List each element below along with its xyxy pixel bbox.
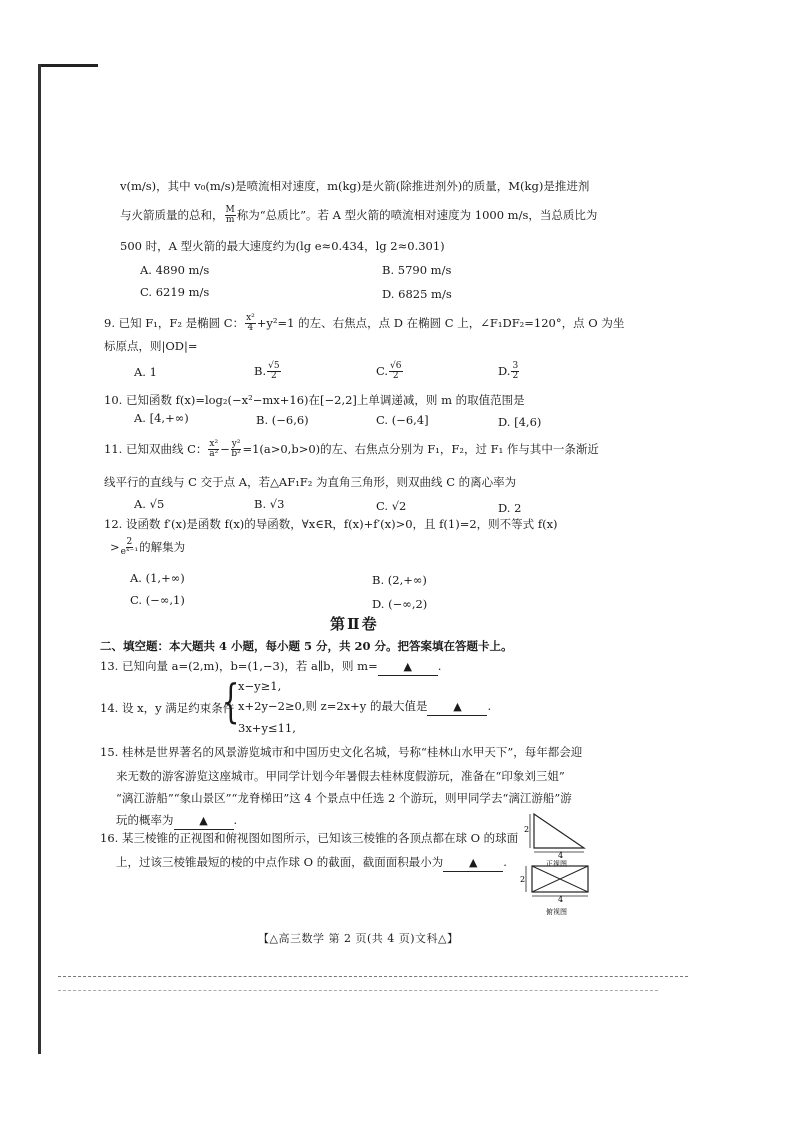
front-view-label: 正视图 [546, 860, 567, 868]
q8-option-b: B. 5790 m/s [382, 263, 452, 277]
q15-line4: 玩的概率为 ▲ . [116, 812, 237, 830]
q8-option-d: D. 6825 m/s [382, 287, 452, 301]
q14-prefix: 14. 设 x，y 满足约束条件 [100, 701, 235, 715]
q9-option-d: D. $\frac{3}{2}$ [498, 361, 519, 382]
constraint-brace: { [221, 674, 240, 728]
q10-option-b: B. (−6,6) [256, 413, 309, 427]
scan-edge-top [38, 64, 98, 67]
q11-line2: 线平行的直线与 C 交于点 A，若△AF₁F₂ 为直角三角形，则双曲线 C 的离心率为 [104, 475, 517, 489]
front-dim-height-label: 2 [524, 825, 530, 834]
q14-constraint-3: 3x+y≤11, [238, 721, 296, 735]
q16-line2: 上，过该三棱锥最短的棱的中点作球 O 的截面，截面面积最小为 ▲ . [116, 854, 507, 872]
q8-line2: 与火箭质量的总和， $\frac{M}{m}$ 称为“总质比”。若 A 型火箭的喷流相对速度为 1000 m/s，当总质比为 [120, 205, 598, 226]
q11-option-d: D. 2 [498, 501, 522, 515]
scan-edge-left [38, 64, 41, 1054]
q9-option-c: C. $\frac{√6}{2}$ [376, 361, 402, 382]
q9-line2: 标原点，则|OD|= [104, 339, 198, 353]
q15-line1: 15. 桂林是世界著名的风景游览城市和中国历史文化名城，号称“桂林山水甲天下”，每年都会迎 [100, 745, 583, 759]
answer-blank-q13: ▲ [378, 659, 438, 676]
q9-option-a: A. 1 [134, 365, 157, 379]
q8-fraction: $\frac{M}{m}$ [225, 205, 235, 226]
front-view-figure [520, 808, 600, 868]
q11-option-a: A. √5 [134, 497, 165, 511]
top-dim-width-label: 4 [558, 895, 564, 904]
q11-option-b: B. √3 [254, 497, 285, 511]
answer-blank-q16: ▲ [443, 855, 503, 872]
front-dim-width-label: 4 [558, 851, 564, 860]
q8-line1: v(m/s)，其中 v₀(m/s)是喷流相对速度，m(kg)是火箭(除推进剂外)的质量，M(kg)是推进剂 [120, 179, 590, 193]
q12-option-b: B. (2,+∞) [372, 573, 427, 587]
top-view-label: 俯视图 [546, 908, 567, 916]
front-view-triangle [534, 814, 584, 848]
cut-line [58, 976, 688, 978]
q12-line2: > $\frac{2}{\text{eˣ⁻¹}}$ 的解集为 [110, 537, 186, 558]
page-footer: 【△高三数学 第 2 页(共 4 页)文科△】 [258, 932, 459, 945]
q9-option-b: B. $\frac{√5}{2}$ [254, 361, 280, 382]
q13: 13. 已知向量 a=(2,m)，b=(1,−3)，若 a∥b，则 m= ▲ . [100, 658, 441, 676]
q9-line1: 9. 已知 F₁，F₂ 是椭圆 C： $\frac{\text{x²}}{4}$ +y²=1 的左、右焦点，点 D 在椭圆 C 上，∠F₁DF₂=120°，点 O 为坐 [104, 313, 625, 334]
q12-option-c: C. (−∞,1) [130, 593, 185, 607]
top-view-figure [516, 862, 606, 918]
q16-line1: 16. 某三棱锥的正视图和俯视图如图所示，已知该三棱锥的各顶点都在球 O 的球面 [100, 831, 519, 845]
q14-constraint-1: x−y≥1, [238, 679, 282, 693]
q11-option-c: C. √2 [376, 499, 407, 513]
q11-line1: 11. 已知双曲线 C： $\frac{\text{x²}}{\text{a²}}$ − $\frac{\text{y²}}{\text{b²}}$ =1(a>0,b>0)的左、右焦点分别为 F₁，F₂，过 F₁ 作与其中一条渐近 [104, 439, 599, 460]
answer-blank-q14: ▲ [427, 699, 487, 716]
q10-line1: 10. 已知函数 f(x)=log₂(−x²−mx+16)在[−2,2]上单调递减，则 m 的取值范围是 [104, 393, 525, 407]
q12-option-a: A. (1,+∞) [130, 571, 185, 585]
q10-option-d: D. [4,6) [498, 415, 542, 429]
q15-line3: “漓江游船”“象山景区”“龙脊梯田”这 4 个景点中任选 2 个游玩，则甲同学去“漓江游船”游 [116, 791, 572, 805]
q8-option-a: A. 4890 m/s [140, 263, 210, 277]
q12-line1: 12. 设函数 f′(x)是函数 f(x)的导函数，∀x∈R，f(x)+f′(x)>0，且 f(1)=2，则不等式 f(x) [104, 517, 558, 531]
top-dim-height-label: 2 [520, 875, 526, 884]
cut-line-faint [58, 990, 658, 992]
fill-in-instruction: 二、填空题：本大题共 4 小题，每小题 5 分，共 20 分。把答案填在答题卡上。 [100, 639, 513, 653]
q10-option-c: C. (−6,4] [376, 413, 429, 427]
q10-option-a: A. [4,+∞) [134, 411, 189, 425]
q14-constraint-2: x+2y−2≥0,则 z=2x+y 的最大值是 ▲ . [238, 698, 491, 716]
answer-blank-q15: ▲ [174, 813, 234, 830]
q12-option-d: D. (−∞,2) [372, 597, 428, 611]
part-two-title: 第Ⅱ卷 [330, 615, 379, 633]
q8-line3: 500 时，A 型火箭的最大速度约为(lg e≈0.434，lg 2≈0.301) [120, 239, 445, 253]
q8-option-c: C. 6219 m/s [140, 285, 210, 299]
q15-line2: 来无数的游客游览这座城市。甲同学计划今年暑假去桂林度假游玩，准备在“印象刘三姐” [116, 769, 565, 783]
